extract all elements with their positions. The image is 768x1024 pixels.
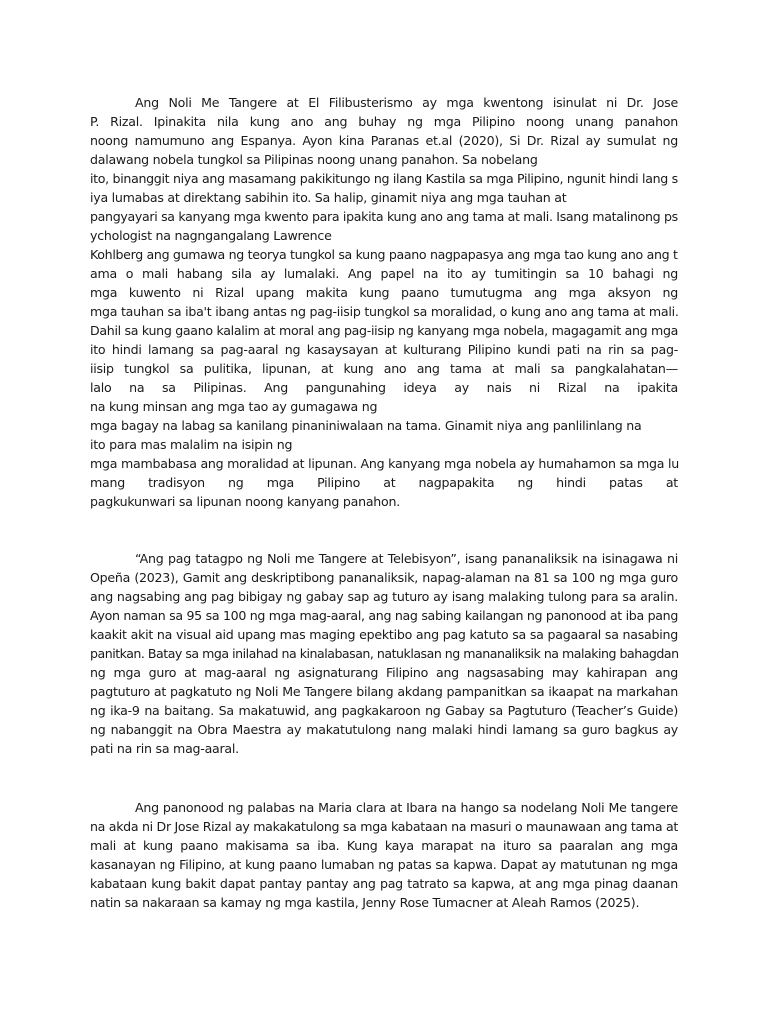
paragraph-line: kasanayan ng Filipino, at kung paano lumaban ng patas sa kapwa. Dapat ay matutunan ng mga [90,857,678,872]
paragraph-line: ama o mali habang sila ay lumalaki. Ang papel na ito ay tumitingin sa 10 bahagi ng [90,266,678,281]
paragraph-line: dalawang nobela tungkol sa Pilipinas noong unang panahon. Sa nobelang [90,152,538,167]
paragraph-line: kabataan kung bakit dapat pantay pantay ang pag tatrato sa kapwa, at ang mga pinag daanan [90,876,678,891]
paragraph-line: pagkukunwari sa lipunan noong kanyang panahon. [90,494,400,509]
paragraph-line: mga bagay na labag sa kanilang pinaniniwalaan na tama. Ginamit niya ang panlilinlang na [90,418,642,433]
paragraph-line: noong namumuno ang Espanya. Ayon kina Paranas et.al (2020), Si Dr. Rizal ay sumulat ng [90,133,678,148]
paragraph-line: iisip tungkol sa pulitika, lipunan, at kung ano ang tama at mali sa pangkalahatan— [90,361,678,376]
paragraph-line: Ang Noli Me Tangere at El Filibusterismo ay mga kwentong isinulat ni Dr. Jose [135,95,678,110]
paragraph-line: Kohlberg ang gumawa ng teorya tungkol sa kung paano nagpapasya ang mga tao kung ano ang t [90,247,678,262]
paragraph-line: “Ang pag tatagpo ng Noli me Tangere at Telebisyon”, isang pananaliksik na isinagawa ni [135,551,678,566]
paragraph-line: pati na rin sa mag-aaral. [90,741,239,756]
paragraph-line: kaakit akit na visual aid upang mas maging epektibo ang pag katuto sa sa pagaaral sa nasabing [90,627,678,642]
paragraph-line: pangyayari sa kanyang mga kwento para ipakita kung ano ang tama at mali. Isang matalinong ps [90,209,678,224]
paragraph-line: ito para mas malalim na isipin ng [90,437,293,452]
paragraph-line: Opeña (2023), Gamit ang deskriptibong pananaliksik, napag-alaman na 81 sa 100 ng mga guro [90,570,678,585]
paragraph-line: mga mambabasa ang moralidad at lipunan. Ang kanyang mga nobela ay humahamon sa mga lu [90,456,679,471]
paragraph-line: P. Rizal. Ipinakita nila kung ano ang buhay ng mga Pilipino noong unang panahon [90,114,678,129]
paragraph-line: ng ika-9 na baitang. Sa makatuwid, ang pagkakaroon ng Gabay sa Pagtuturo (Teacher’s Guide) [90,703,678,718]
paragraph-line: ito, binanggit niya ang masamang pakikitungo ng ilang Kastila sa mga Pilipino, ngunit hindi lang s [90,171,678,186]
paragraph-line: ychologist na nagngangalang Lawrence [90,228,332,243]
paragraph-line: Ayon naman sa 95 sa 100 ng mga mag-aaral, ang nag sabing kailangan ng panonood at iba pang [90,608,678,623]
paragraph-line: pagtuturo at pagkatuto ng Noli Me Tangere bilang akdang pampanitkan sa ikaapat na markahan [90,684,678,699]
paragraph-line: ng mga guro at mag-aaral ng asignaturang Filipino ang nagsasabing may kahirapan ang [90,665,678,680]
paragraph-line: mga kuwento ni Rizal upang makita kung paano tumutugma ang mga aksyon ng [90,285,678,300]
paragraph-line: na akda ni Dr Jose Rizal ay makakatulong sa mga kabataan na masuri o maunawaan ang tama at [90,819,678,834]
paragraph-line: ang nagsabing ang pag bibigay ng gabay sap ag tuturo ay isang malaking tulong para sa aralin. [90,589,678,604]
paragraph-line: mali at kung paano makisama sa iba. Kung kaya marapat na ituro sa paaralan ang mga [90,838,678,853]
paragraph-line: lalo na sa Pilipinas. Ang pangunahing ideya ay nais ni Rizal na ipakita [90,380,678,395]
paragraph-line: Ang panonood ng palabas na Maria clara at Ibara na hango sa nodelang Noli Me tangere [135,800,678,815]
paragraph-line: panitkan. Batay sa mga inilahad na kinalabasan, natuklasan ng mananaliksik na malaking bahagdan [90,646,679,661]
paragraph-line: natin sa nakaraan sa kamay ng mga kastila, Jenny Rose Tumacner at Aleah Ramos (2025). [90,895,640,910]
paragraph-line: ito hindi lamang sa pag-aaral ng kasaysayan at kulturang Pilipino kundi pati na rin sa pag- [90,342,678,357]
paragraph-line: ng nabanggit na Obra Maestra ay makatutulong nang malaki hindi lamang sa guro bagkus ay [90,722,678,737]
paragraph-line: mang tradisyon ng mga Pilipino at nagpapakita ng hindi patas at [90,475,678,490]
paragraph-line: mga tauhan sa iba't ibang antas ng pag-iisip tungkol sa moralidad, o kung ano ang tama at mali. [90,304,679,319]
paragraph-line: Dahil sa kung gaano kalalim at moral ang pag-iisip ng kanyang mga nobela, magagamit ang mga [90,323,679,338]
paragraph-line: iya lumabas at direktang sabihin ito. Sa halip, ginamit niya ang mga tauhan at [90,190,567,205]
paragraph-line: na kung minsan ang mga tao ay gumagawa ng [90,399,378,414]
